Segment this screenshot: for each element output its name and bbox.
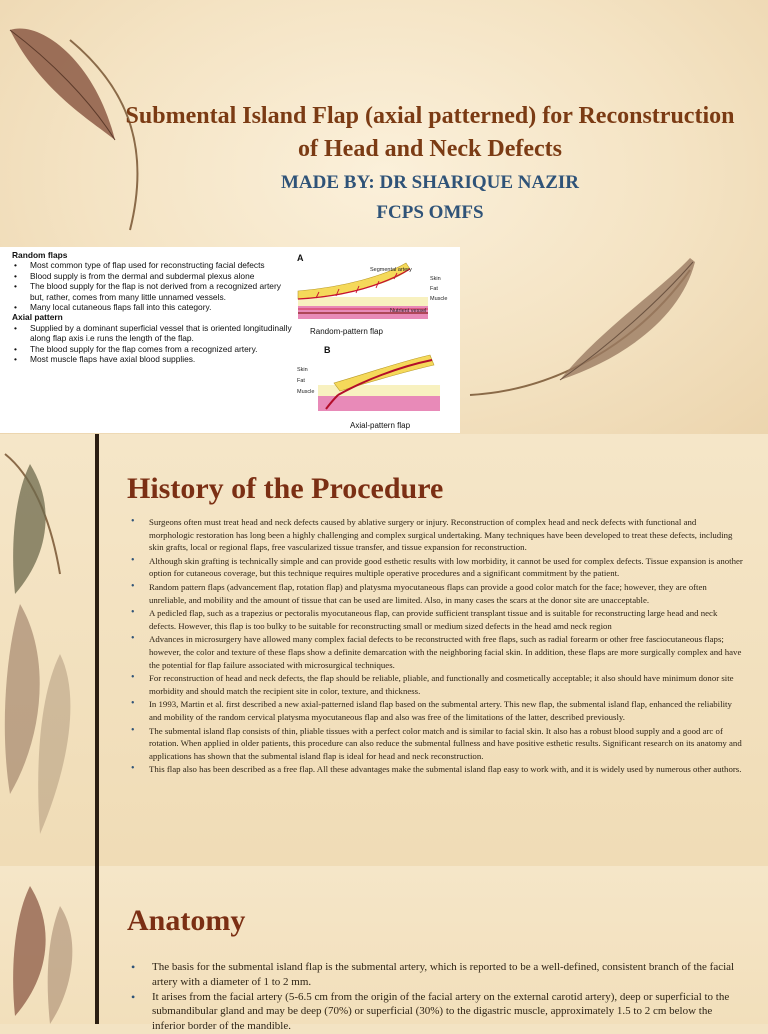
history-heading: History of the Procedure	[127, 472, 444, 505]
divider-line	[95, 866, 99, 1024]
divider-line	[95, 434, 99, 866]
history-bullet-list	[131, 516, 743, 777]
list-item: • Most common type of flap used for reconstructing facial defects	[12, 260, 292, 270]
layer-skin-label: Skin	[430, 276, 441, 282]
list-item: • Supplied by a dominant superficial vessel that is oriented longitudinally along flap axis i.e runs the length of the flap.	[12, 323, 292, 344]
flap-types-panel	[0, 247, 460, 433]
figure-label-b: B	[324, 345, 331, 355]
presentation-title: Submental Island Flap (axial patterned) for Reconstruction of Head and Neck Defects	[125, 103, 735, 162]
list-item: • The blood supply for the flap comes from a recognized artery.	[12, 344, 292, 354]
layer-fat-label-b: Fat	[297, 378, 305, 384]
anatomy-bullet-list	[131, 960, 743, 1034]
title-slide	[0, 0, 768, 434]
author-credentials: FCPS OMFS	[376, 202, 484, 223]
figure-caption-b: Axial-pattern flap	[350, 421, 411, 430]
random-flaps-heading: Random flaps	[12, 250, 68, 260]
figure-caption-a: Random-pattern flap	[310, 327, 383, 336]
nutrient-vessel-label: Nutrient vessel	[390, 308, 427, 314]
list-item: • Surgeons often must treat head and neck defects caused by ablative surgery or injury. Reconstruction of complex head and neck defects with functional and morphologic restoration has long been a highly challenging and complex surgical undertaking. Many techniques have been developed to treat these defects, including skin grafts, local or regional flaps, free vascularized tissue transfer, and tissue expansion for reconstruction.	[131, 516, 743, 554]
axial-pattern-heading: Axial pattern	[12, 312, 63, 323]
segmental-artery-label: Segmental artery	[370, 267, 412, 273]
list-item: • Blood supply is from the dermal and subdermal plexus alone	[12, 271, 292, 281]
layer-fat-label: Fat	[430, 286, 438, 292]
history-slide	[0, 434, 768, 866]
list-item: • The submental island flap consists of thin, pliable tissues with a perfect color match and is similar to facial skin. It also has a robust blood supply and a good arc of rotation. When applied in older patients, this procedure can also reduce the submental fullness and have positive esthetic results. Significant research on its anatomy and applications has shown that the submental island flap is ideal for head and neck reconstruction.	[131, 725, 743, 763]
axial-pattern-flap-diagram	[318, 351, 448, 413]
list-item: • In 1993, Martin et al. first described a new axial-patterned island flap based on the submental artery. This new flap, the submental island flap, enhanced the reliability and mobility of the random cervical platysma myocutaneous flap and also was free of the limitations of the latter, described previously.	[131, 698, 743, 723]
list-item: • Advances in microsurgery have allowed many complex facial defects to be reconstructed with free flaps, such as radial forearm or other free fasciocutaneous flaps; however, the color and texture of these flaps show a definite demarcation with the neighboring facial skin. In addition, these flaps are more surgically complex and have the potential for flap failure associated with microsurgical techniques.	[131, 633, 743, 671]
list-item: • Many local cutaneous flaps fall into this category.	[12, 302, 292, 312]
list-item: • It arises from the facial artery (5-6.5 cm from the origin of the facial artery on the external carotid artery), deep or superficial to the submandibular gland and may be deep (70%) or superficial (30%) to the digastric muscle, approximately 1.5 to 2 cm below the inferior border of the mandible.	[131, 990, 743, 1034]
list-item: • The blood supply for the flap is not derived from a recognized artery but, rather, comes from many little unnamed vessels.	[12, 281, 292, 302]
list-item: • Most muscle flaps have axial blood supplies.	[12, 354, 292, 364]
random-flaps-list	[12, 260, 292, 312]
flap-types-text	[12, 250, 292, 364]
anatomy-heading: Anatomy	[127, 904, 246, 937]
list-item: • The basis for the submental island flap is the submental artery, which is reported to be a well-defined, consistent branch of the facial artery with a diameter of 1 to 2 mm.	[131, 960, 743, 989]
axial-pattern-list	[12, 323, 292, 365]
leaf-decoration	[0, 866, 96, 1024]
layer-muscle-label-b: Muscle	[297, 389, 315, 395]
list-item: • A pedicled flap, such as a trapezius or pectoralis myocutaneous flap, can provide sufficient transplant tissue and is suitable for reconstructing large head and neck defects. However, this flap is too bulky to be suitable for reconstructing small or medium sized defects in the head amd neck region	[131, 607, 743, 632]
layer-skin-label-b: Skin	[297, 367, 308, 373]
list-item: • Random pattern flaps (advancement flap, rotation flap) and platysma myocutaneous flaps can provide a good color match for the face; however, they are often unreliable, and mobility and the amount of tissue that can be used are limited. Also, in many cases the scars at the donor site are unacceptable.	[131, 581, 743, 606]
figure-label-a: A	[297, 253, 304, 263]
list-item: • Although skin grafting is technically simple and can provide good esthetic results with low morbidity, it cannot be used for complex defects. Tissue expansion is another option for cutaneous coverage, but this technique requires multiple operative procedures and a significant commitment by the patient.	[131, 555, 743, 580]
author-name: MADE BY: DR SHARIQUE NAZIR	[280, 172, 580, 193]
list-item: • For reconstruction of head and neck defects, the flap should be reliable, pliable, and functionally and cosmetically acceptable; it also should have minimum donor site morbidity and should match the recipient site in color, texture, and thickness.	[131, 672, 743, 697]
anatomy-slide	[0, 866, 768, 1032]
layer-muscle-label: Muscle	[430, 296, 448, 302]
leaf-decoration	[0, 434, 96, 866]
list-item: • This flap also has been described as a free flap. All these advantages make the submental island flap easy to work with, and it is widely used by numerous other authors.	[131, 763, 743, 776]
